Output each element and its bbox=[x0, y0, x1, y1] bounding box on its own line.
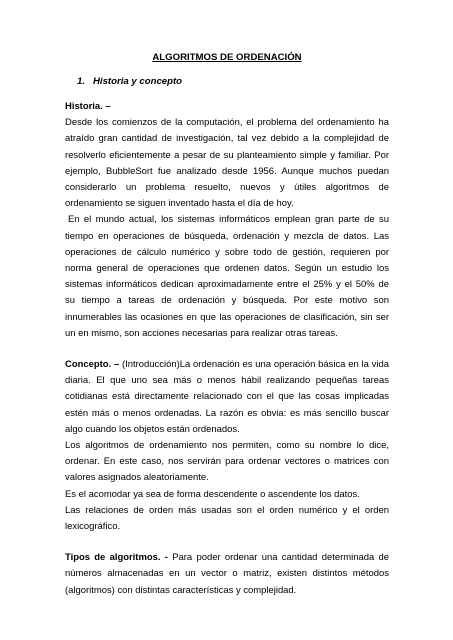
document-title: ALGORITMOS DE ORDENACIÓN bbox=[152, 52, 302, 63]
tipos-label: Tipos de algoritmos. - bbox=[65, 552, 168, 564]
historia-label: Historia. – bbox=[65, 101, 111, 112]
concepto-paragraph-4: Las relaciones de orden más usadas son el orden numérico y el orden lexicográfico. bbox=[65, 504, 389, 533]
spacer bbox=[65, 535, 389, 550]
concepto-label: Concepto. – bbox=[65, 359, 120, 371]
section-heading bbox=[77, 76, 389, 88]
spacer bbox=[65, 342, 389, 357]
concepto-paragraph-1-text: (Introducción)La ordenación es una operación básica en la vida diaria. El que uno sea más o menos hábil realizando pequeñas tareas cotidianas está directamente relacionado con el que las cosas implicadas estén más o menos ordenadas. La razón es obvia: es más sencillo buscar algo cuando los objetos están ordenados. bbox=[65, 359, 389, 435]
historia-paragraph-2: En el mundo actual, los sistemas informáticos emplean gran parte de su tiempo en operaciones de búsqueda, ordenación y mezcla de datos. Las operaciones de cálculo numérico y sobre todo de gestión, requieren por norma general de operaciones que ordenen datos. Según un estudio los sistemas informáticos dedican aproximadamente entre el 25% y el 50% de su tiempo a tareas de ordenación y búsqueda. Por este motivo son innumerables las ocasiones en que las operaciones de clasificación, sin ser un en mismo, son acciones necesarias para realizar otras tareas. bbox=[65, 214, 389, 339]
tipos-paragraph-1 bbox=[65, 550, 389, 599]
section-heading-text: Historia y concepto bbox=[93, 76, 183, 87]
concepto-paragraph-1 bbox=[65, 357, 389, 438]
concepto-paragraph-3: Es el acomodar ya sea de forma descendente o ascendente los datos. bbox=[65, 488, 360, 500]
historia-paragraph-1: Desde los comienzos de la computación, el problema del ordenamiento ha atraído gran cantidad de investigación, tal vez debido a la complejidad de resolverlo eficientemente a pesar de su planteamiento simple y familiar. Por ejemplo, BubbleSort fue analizado desde 1956. Aunque muchos puedan considerarlo un problema resuelto, nuevos y útiles algoritmos de ordenamiento se siguen inventado hasta el día de hoy. bbox=[65, 117, 389, 210]
concepto-paragraph-2: Los algoritmos de ordenamiento nos permiten, como su nombre lo dice, ordenar. En este caso, nos servirán para ordenar vectores o matrices con valores asignados aleatoriamente. bbox=[65, 440, 389, 484]
tipos-paragraph-1-text: Para poder ordenar una cantidad determinada de números almacenadas en un vector o matriz, existen distintos métodos (algoritmos) con distintas características y complejidad. bbox=[65, 552, 389, 596]
historia-label-line bbox=[65, 99, 389, 115]
section-number: 1. bbox=[77, 76, 86, 87]
